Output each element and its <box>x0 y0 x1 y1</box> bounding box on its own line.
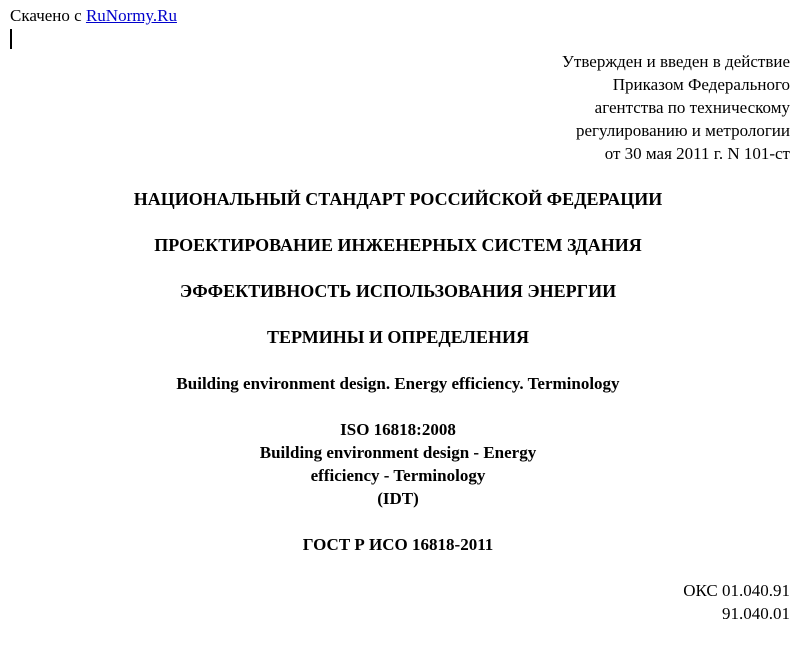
terms-heading: ТЕРМИНЫ И ОПРЕДЕЛЕНИЯ <box>267 327 529 347</box>
approval-line: Приказом Федерального <box>612 75 790 94</box>
iso-identity: (IDT) <box>377 489 419 508</box>
design-heading: ПРОЕКТИРОВАНИЕ ИНЖЕНЕРНЫХ СИСТЕМ ЗДАНИЯ <box>154 235 642 255</box>
approval-line: агентства по техническому <box>594 98 790 117</box>
iso-title-line: Building environment design - Energy <box>259 443 537 462</box>
approval-block <box>390 50 790 165</box>
oks-code: ОКС 01.040.91 <box>683 581 790 600</box>
efficiency-heading: ЭФФЕКТИВНОСТЬ ИСПОЛЬЗОВАНИЯ ЭНЕРГИИ <box>179 281 617 301</box>
oks-code: 91.040.01 <box>722 604 790 623</box>
source-line <box>10 5 177 27</box>
english-title: Building environment design. Energy efficiency. Terminology <box>176 374 620 393</box>
approval-line: регулированию и метрологии <box>575 121 790 140</box>
iso-title-line: efficiency - Terminology <box>310 466 486 485</box>
source-prefix: Скачено с <box>10 6 86 25</box>
approval-line: от 30 мая 2011 г. N 101-ст <box>604 144 790 163</box>
iso-number: ISO 16818:2008 <box>340 420 456 439</box>
iso-block <box>0 418 796 510</box>
national-standard-heading: НАЦИОНАЛЬНЫЙ СТАНДАРТ РОССИЙСКОЙ ФЕДЕРАЦИИ <box>133 189 663 209</box>
runormy-link[interactable]: RuNormy.Ru <box>85 6 177 25</box>
text-cursor <box>10 29 12 49</box>
gost-number: ГОСТ Р ИСО 16818-2011 <box>302 535 494 554</box>
oks-block <box>490 579 790 625</box>
approval-line: Утвержден и введен в действие <box>561 52 790 71</box>
